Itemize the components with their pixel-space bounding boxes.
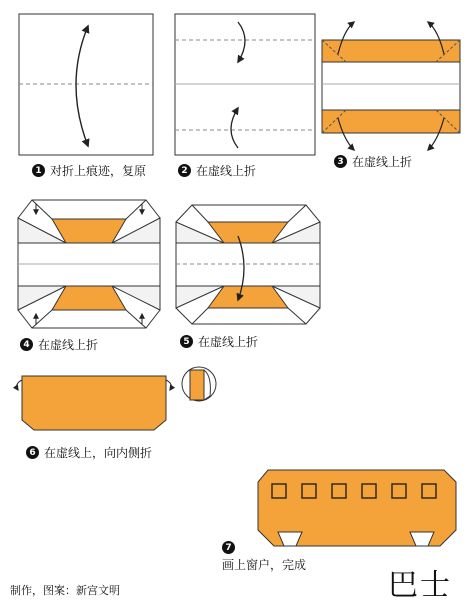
step-number-badge: 6: [26, 446, 39, 459]
step-number-badge: 3: [334, 155, 347, 168]
step-text: 在虚线上，向内侧折: [44, 446, 153, 460]
step-number-badge: 1: [32, 164, 45, 177]
step7-caption: [222, 541, 306, 573]
page-title: 巴士: [388, 568, 452, 603]
step7-figure: [258, 470, 456, 546]
step6-caption: [26, 444, 152, 461]
step5-figure: [176, 205, 320, 324]
magnifier-detail-icon: [182, 367, 216, 401]
step-text: 在虚线上折: [198, 335, 259, 349]
fold-arrow-icon: [17, 380, 22, 390]
credit-line: 制作，图案：新宫文明: [10, 584, 120, 597]
step3-caption: [334, 153, 412, 170]
step6-figure: [17, 367, 216, 430]
step-number-badge: 2: [178, 164, 191, 177]
step2-figure: [175, 14, 315, 155]
step-text: 在虚线上折: [38, 338, 99, 352]
step4-figure: [18, 200, 160, 328]
step-number-badge: 7: [222, 541, 235, 554]
step5-caption: [180, 333, 258, 350]
step-text: 在虚线上折: [196, 164, 257, 178]
step-number-badge: 5: [180, 335, 193, 348]
step-number-badge: 4: [20, 338, 33, 351]
step1-caption: [32, 162, 146, 179]
step-text: 在虚线上折: [352, 155, 413, 169]
step4-caption: [20, 336, 98, 353]
fold-arrow-icon: [166, 380, 171, 390]
step2-caption: [178, 162, 256, 179]
step3-figure: [322, 22, 460, 150]
step-text: 画上窗户，完成: [222, 558, 307, 572]
step1-figure: [19, 14, 153, 155]
step-text: 对折上痕迹，复原: [50, 164, 147, 178]
